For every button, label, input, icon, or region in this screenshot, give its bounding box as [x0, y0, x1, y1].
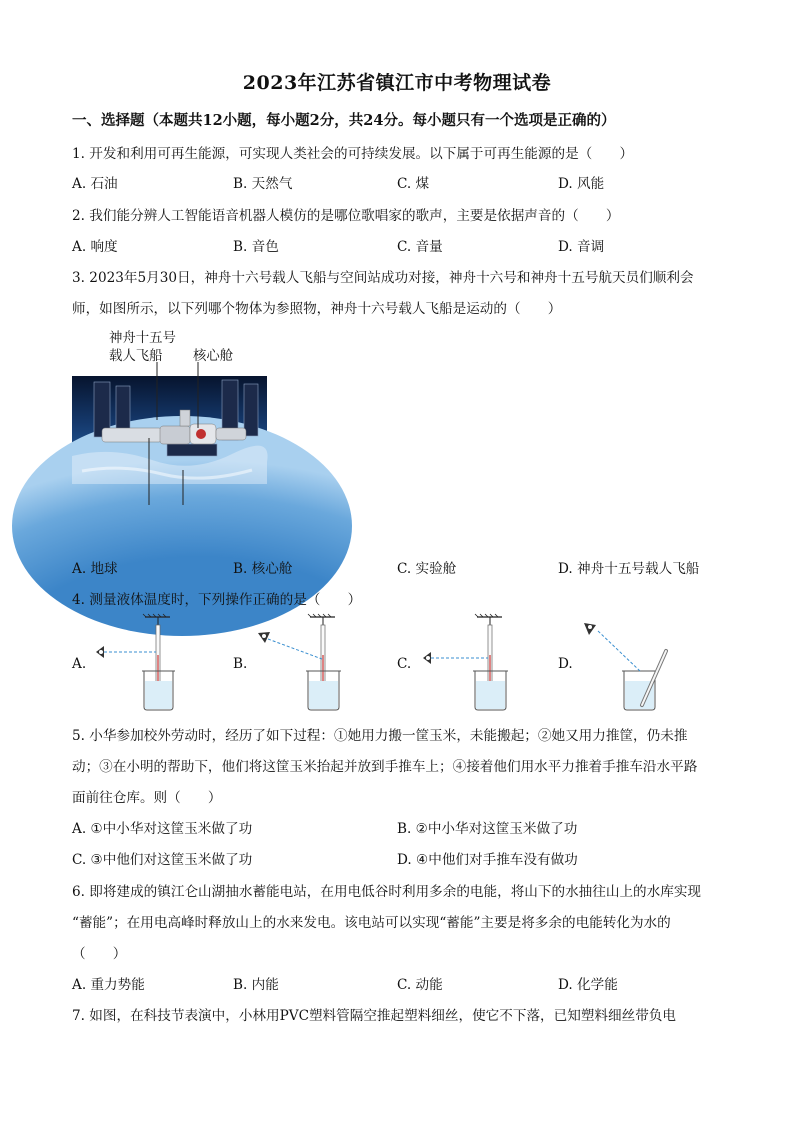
q3-stem-line2: 师，如图所示，以下列哪个物体为参照物，神舟十六号载人飞船是运动的（ ）: [72, 301, 562, 317]
q6-stem-line1: 6. 即将建成的镇江仑山湖抽水蓄能电站，在用电低谷时利用多余的电能，将山下的水抽往山上的水库实现: [72, 884, 702, 900]
q4-stem: 4. 测量液体温度时，下列操作正确的是（ ）: [72, 592, 362, 608]
q2-option-d: D. 音调: [558, 239, 605, 255]
q7-stem-line1: 7. 如图，在科技节表演中，小林用PVC塑料管隔空推起塑料细丝，使它不下落，已知塑料细丝带负电: [72, 1008, 676, 1024]
q3-option-d: D. 神舟十五号载人飞船: [558, 561, 700, 577]
q5-option-b: B. ②中小华对这筐玉米做了功: [397, 821, 578, 837]
q1-option-a: A. 石油: [72, 176, 118, 192]
q3-option-c: C. 实验舱: [397, 561, 457, 577]
q5-option-c: C. ③中他们对这筐玉米做了功: [72, 852, 253, 868]
thermometer-diagram-a: [90, 615, 200, 711]
q2-option-a: A. 响度: [72, 239, 118, 255]
q1-option-b: B. 天然气: [233, 176, 293, 192]
q2-option-c: C. 音量: [397, 239, 443, 255]
q6-option-c: C. 动能: [397, 977, 443, 993]
q1-option-d: D. 风能: [558, 176, 605, 192]
q5-stem-line2: 动；③在小明的帮助下，他们将这筐玉米抬起并放到手推车上；④接着他们用水平力推着手推车沿水平路: [72, 759, 698, 775]
thermometer-diagram-c: [415, 615, 525, 711]
thermometer-diagram-d: [578, 615, 688, 711]
q6-option-a: A. 重力势能: [72, 977, 145, 993]
q5-option-d: D. ④中他们对手推车没有做功: [397, 852, 578, 868]
q3-option-b: B. 核心舱: [233, 561, 293, 577]
q4-option-c: C.: [397, 656, 412, 672]
q2-stem: 2. 我们能分辨人工智能语音机器人模仿的是哪位歌唱家的歌声，主要是依据声音的（ ）: [72, 208, 620, 224]
q5-stem-line3: 面前往仓库。则（ ）: [72, 790, 222, 806]
label-shenzhou15-line1: 神舟十五号: [109, 331, 176, 346]
label-shenzhou15-line2: 载人飞船: [109, 349, 163, 364]
q4-option-b: B.: [233, 656, 248, 672]
label-core-module: 核心舱: [193, 349, 234, 364]
section-heading: 一、选择题（本题共12小题，每小题2分，共24分。每小题只有一个选项是正确的）: [72, 112, 616, 129]
q4-option-a: A.: [72, 656, 87, 672]
q2-option-b: B. 音色: [233, 239, 279, 255]
q4-option-d: D.: [558, 656, 573, 672]
q5-stem-line1: 5. 小华参加校外劳动时，经历了如下过程：①她用力搬一筐玉米，未能搬起；②她又用力推筐，仍未推: [72, 728, 688, 744]
q1-stem: 1. 开发和利用可再生能源，可实现人类社会的可持续发展。以下属于可再生能源的是（ ）: [72, 146, 634, 162]
q3-stem-line1: 3. 2023年5月30日，神舟十六号载人飞船与空间站成功对接，神舟十六号和神舟十五号航天员们顺利会: [72, 270, 694, 286]
q3-option-a: A. 地球: [72, 561, 118, 577]
q6-option-d: D. 化学能: [558, 977, 618, 993]
page-title: 2023年江苏省镇江市中考物理试卷: [242, 72, 552, 94]
q5-option-a: A. ①中小华对这筐玉米做了功: [72, 821, 253, 837]
q6-option-b: B. 内能: [233, 977, 279, 993]
q6-stem-line2: “蓄能”；在用电高峰时释放山上的水来发电。该电站可以实现“蓄能”主要是将多余的电能转化为水的: [72, 915, 671, 931]
thermometer-diagram-b: [250, 615, 380, 711]
q6-stem-line3: （ ）: [72, 946, 127, 962]
q1-option-c: C. 煤: [397, 176, 430, 192]
